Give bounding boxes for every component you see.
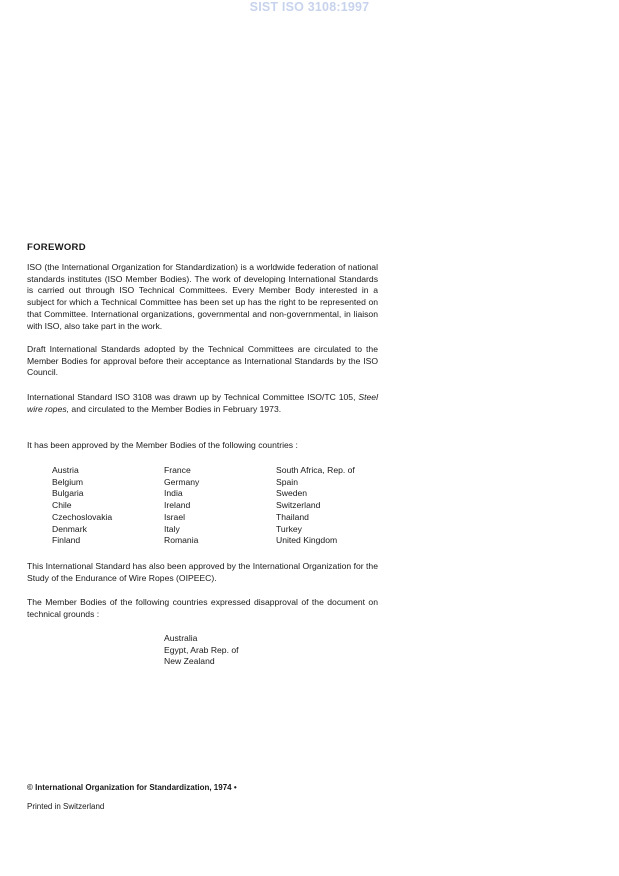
country-name: Chile <box>52 500 72 511</box>
country-name: South Africa, Rep. of <box>276 465 355 475</box>
country-name: Czechoslovakia <box>52 511 113 522</box>
country-name: Spain <box>276 476 298 487</box>
approving-countries-column-1 <box>52 465 164 547</box>
paragraph-approved-by: It has been approved by the Member Bodies of the following countries : <box>27 440 298 450</box>
printed-in-note: Printed in Switzerland <box>27 802 105 811</box>
copyright-notice: © International Organization for Standardization, 1974 • <box>27 783 237 792</box>
country-name: Australia <box>164 633 198 643</box>
paragraph-disapproval: The Member Bodies of the following countries expressed disapproval of the document on technical grounds : <box>27 597 378 619</box>
country-name: Austria <box>52 465 79 475</box>
country-name: Thailand <box>276 511 309 522</box>
country-name: Italy <box>164 523 180 534</box>
country-name: Sweden <box>276 488 308 499</box>
country-name: Bulgaria <box>52 488 84 499</box>
country-name: Turkey <box>276 523 302 534</box>
country-name: Germany <box>164 476 200 487</box>
country-name: India <box>164 488 183 499</box>
approving-countries-column-3 <box>276 465 396 547</box>
country-name: France <box>164 465 191 475</box>
country-name: Finland <box>52 535 81 546</box>
country-name: Ireland <box>164 500 191 511</box>
approving-countries-column-2 <box>164 465 276 547</box>
country-name: Egypt, Arab Rep. of <box>164 644 239 655</box>
country-name: Switzerland <box>276 500 321 511</box>
paragraph-draft-standards: Draft International Standards adopted by the Technical Committees are circulated to the Member Bodies for approval before their acceptance as International Standards by the ISO Council. <box>27 344 378 378</box>
watermark: SIST ISO 3108:1997 <box>249 0 370 14</box>
paragraph-drawn-up <box>27 392 378 415</box>
drawn-up-text-2: and circulated to the Member Bodies in February 1973. <box>71 403 282 414</box>
committee-title: Steel wire ropes, <box>27 392 378 414</box>
country-name: Denmark <box>52 523 87 534</box>
approving-countries-table <box>52 465 396 547</box>
country-name: Romania <box>164 535 199 546</box>
paragraph-iso-intro: ISO (the International Organization for Standardization) is a worldwide federation of national standards institutes (ISO Member Bodies). The work of developing International Standards is carried out through ISO Technical Committees. Every Member Body interested in a subject for which a Technical Committee has been set up has the right to be represented on that Committee. International organizations, governmental and non-governmental, in liaison with ISO, also take part in the work. <box>27 262 378 331</box>
drawn-up-text-1: International Standard ISO 3108 was drawn up by Technical Committee ISO/TC 105, <box>27 392 356 402</box>
country-name: United Kingdom <box>276 535 338 546</box>
paragraph-oipeec: This International Standard has also been approved by the International Organization for the Study of the Endurance of Wire Ropes (OIPEEC). <box>27 561 378 583</box>
disapproving-countries-list <box>164 633 239 668</box>
foreword-heading: FOREWORD <box>27 242 86 253</box>
country-name: New Zealand <box>164 656 215 667</box>
country-name: Belgium <box>52 476 84 487</box>
country-name: Israel <box>164 511 186 522</box>
